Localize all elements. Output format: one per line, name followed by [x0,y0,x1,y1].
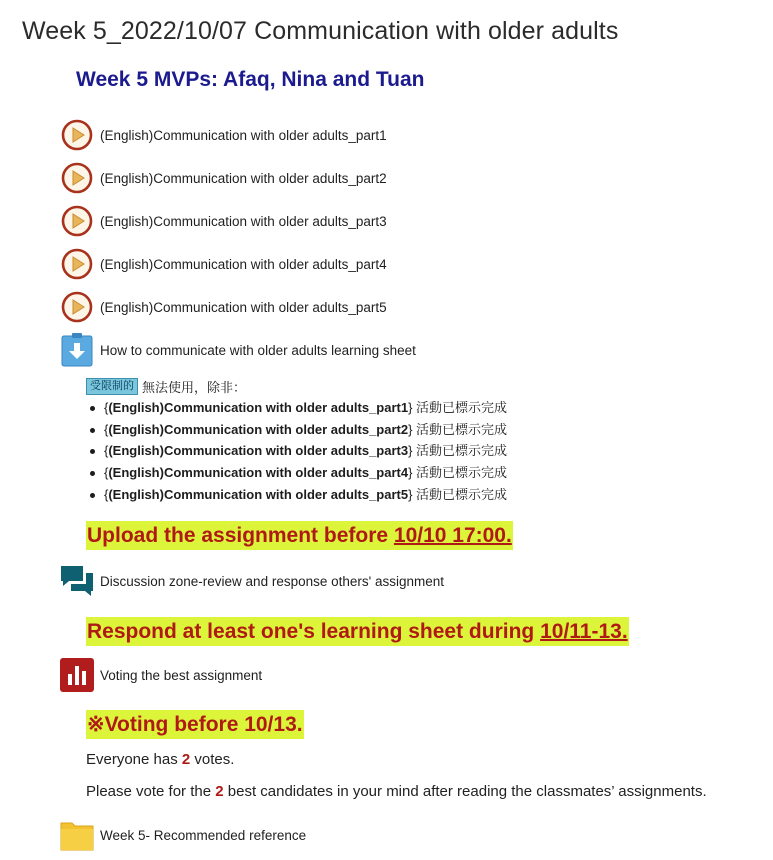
restriction-text: 無法使用，除非： [142,380,247,395]
folder-icon [60,818,94,852]
voting-link[interactable]: Voting the best assignment [100,667,263,683]
restriction-conditions [84,397,507,505]
condition-item: {(English)Communication with older adults_part4} 活動已標示完成 [84,462,507,484]
video-item-part3[interactable] [60,204,387,238]
discussion-link[interactable]: Discussion zone-review and response others' assignment [100,573,444,589]
video-item-part5[interactable] [60,290,387,324]
condition-item: {(English)Communication with older adults_part1} 活動已標示完成 [84,397,507,419]
play-icon [60,204,94,238]
video-link[interactable]: (English)Communication with older adults_part1 [100,127,387,143]
condition-item: {(English)Communication with older adults_part3} 活動已標示完成 [84,440,507,462]
mvp-heading: Week 5 MVPs: Afaq, Nina and Tuan [76,68,425,91]
video-link[interactable]: (English)Communication with older adults_part2 [100,170,387,186]
download-icon [60,333,94,367]
reference-folder-link[interactable]: Week 5- Recommended reference [100,827,307,843]
page-title: Week 5_2022/10/07 Communication with older adults [22,17,619,45]
vote-instruction-text: Please vote for the 2 best candidates in your mind after reading the classmates’ assignments. [86,783,707,800]
reference-folder-item[interactable] [60,818,306,852]
bar-chart-icon [60,658,94,692]
respond-deadline-notice: Respond at least one's learning sheet during 10/11-13. [86,617,629,646]
play-icon [60,247,94,281]
video-link[interactable]: (English)Communication with older adults_part5 [100,299,387,315]
video-item-part2[interactable] [60,161,387,195]
video-link[interactable]: (English)Communication with older adults_part4 [100,256,387,272]
discussion-item[interactable] [60,564,444,598]
upload-deadline-notice: Upload the assignment before 10/10 17:00. [86,521,513,550]
voting-deadline-notice: ※Voting before 10/13. [86,710,304,739]
restriction-notice [86,377,246,396]
respond-deadline-date: 10/11-13. [540,620,628,643]
votes-count-text: Everyone has 2 votes. [86,751,235,768]
learning-sheet-link[interactable]: How to communicate with older adults learning sheet [100,342,416,358]
upload-deadline-date: 10/10 17:00. [393,524,512,547]
voting-item[interactable] [60,658,262,692]
condition-item: {(English)Communication with older adults_part5} 活動已標示完成 [84,484,507,506]
restricted-badge: 受限制的 [86,378,138,395]
video-item-part1[interactable] [60,118,387,152]
condition-item: {(English)Communication with older adults_part2} 活動已標示完成 [84,419,507,441]
play-icon [60,118,94,152]
learning-sheet-item[interactable] [60,333,416,367]
video-item-part4[interactable] [60,247,387,281]
forum-icon [60,564,94,598]
play-icon [60,290,94,324]
play-icon [60,161,94,195]
video-link[interactable]: (English)Communication with older adults_part3 [100,213,387,229]
